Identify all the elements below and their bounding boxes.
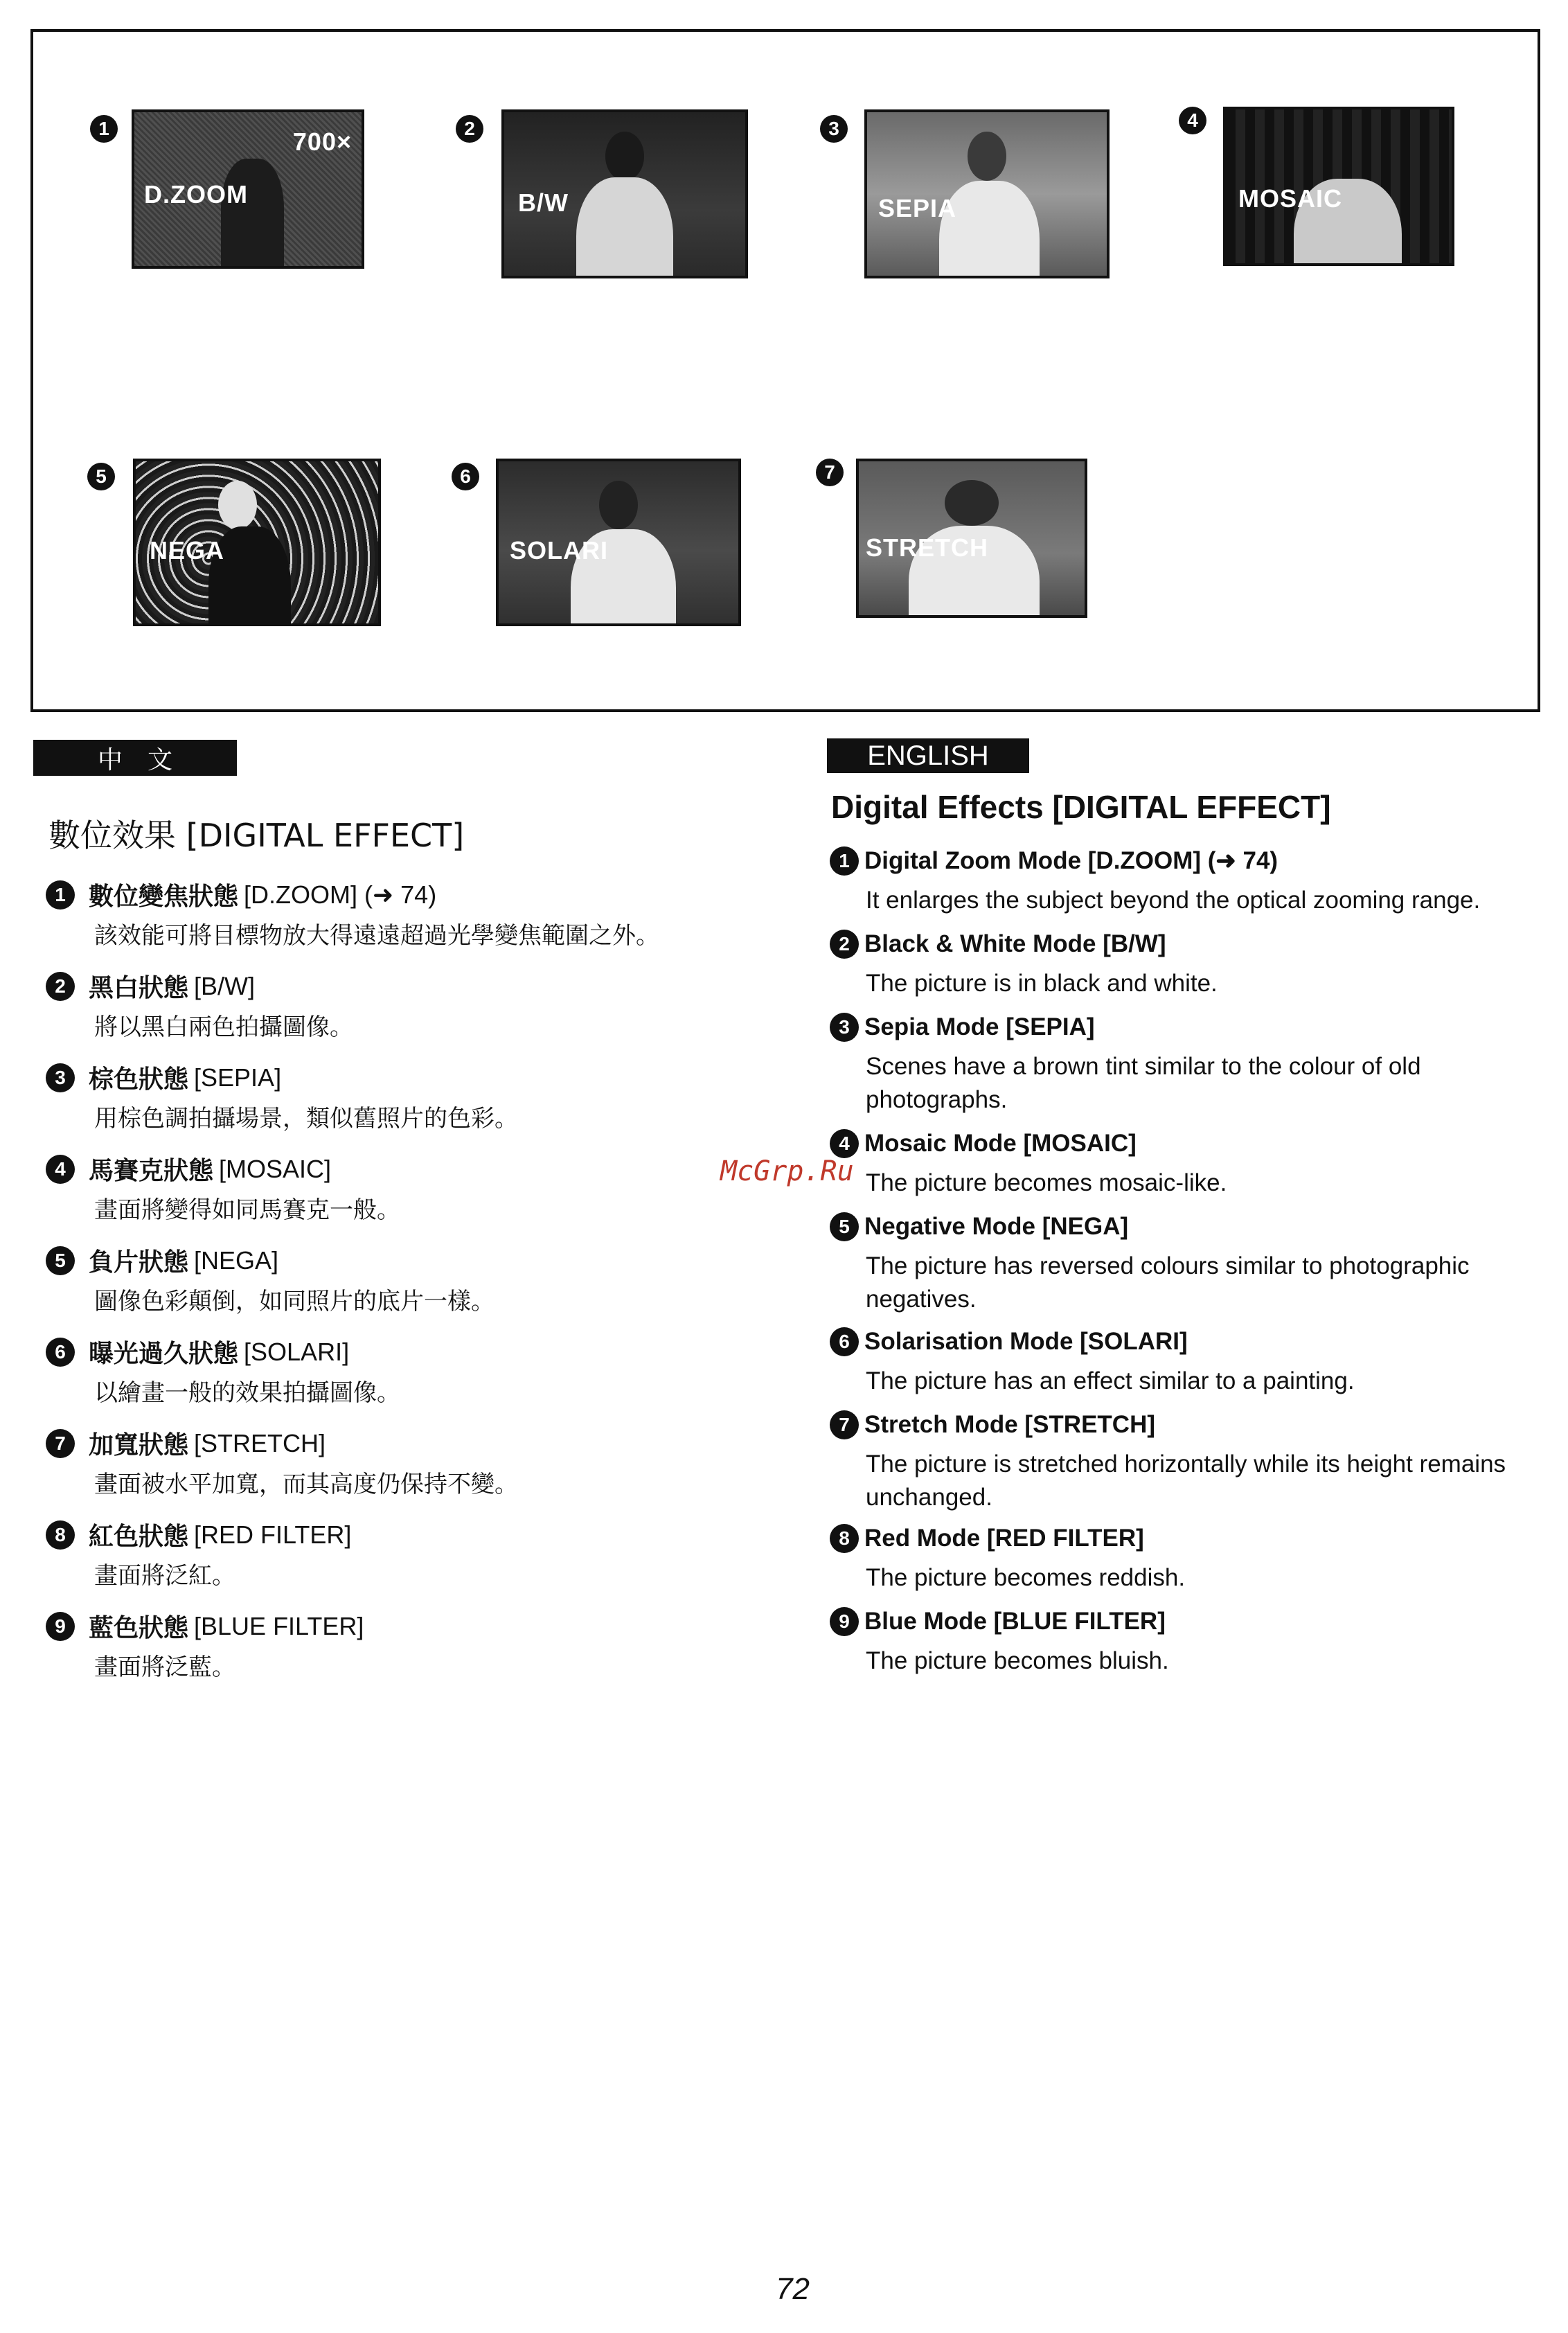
zh-item-mode: [RED FILTER] — [194, 1520, 352, 1549]
number-badge: 5 — [46, 1246, 75, 1275]
chinese-section-title: 數位效果 [DIGITAL EFFECT] — [48, 817, 465, 854]
dzoom-example-image — [132, 109, 364, 269]
thumb-label-dzoom: D.ZOOM — [144, 180, 248, 209]
thumb-number-5: 5 — [87, 463, 115, 490]
thumb-number-4: 4 — [1179, 107, 1206, 134]
en-item-title: Blue Mode [BLUE FILTER] — [864, 1608, 1166, 1635]
en-item-9 — [830, 1607, 1558, 1678]
thumb-number-3: 3 — [820, 115, 848, 143]
zh-item-title: 數位變焦狀態 — [89, 882, 239, 911]
zh-item-title: 加寬狀態 — [89, 1431, 189, 1460]
page-number: 72 — [776, 2272, 810, 2306]
en-item-title: Mosaic Mode [MOSAIC] — [864, 1130, 1137, 1157]
number-badge: 6 — [830, 1327, 859, 1356]
number-badge: 1 — [830, 846, 859, 876]
en-item-title: Solarisation Mode [SOLARI] — [864, 1328, 1188, 1355]
zh-item-desc: 畫面將泛藍。 — [94, 1653, 235, 1681]
number-badge: 7 — [830, 1410, 859, 1439]
number-badge: 9 — [46, 1612, 75, 1641]
zh-item-desc: 畫面將變得如同馬賽克一般。 — [94, 1196, 400, 1224]
number-badge: 9 — [830, 1607, 859, 1636]
zh-item-mode: [D.ZOOM] (➜ 74) — [244, 880, 437, 909]
zh-item-7 — [46, 1426, 518, 1499]
zh-item-mode: [SOLARI] — [244, 1337, 350, 1366]
en-item-desc: The picture is in black and white. — [866, 970, 1218, 997]
en-item-desc: The picture becomes reddish. — [866, 1564, 1186, 1591]
zh-item-title: 棕色狀態 — [89, 1065, 189, 1094]
number-badge: 5 — [830, 1212, 859, 1241]
en-item-desc: The picture has reversed colours similar to photographic negatives. — [866, 1252, 1470, 1313]
en-item-1 — [830, 846, 1558, 917]
thumb-number-6: 6 — [452, 463, 479, 490]
number-badge: 2 — [46, 972, 75, 1001]
en-item-desc: It enlarges the subject beyond the optical zooming range. — [866, 887, 1481, 914]
en-item-desc: Scenes have a brown tint similar to the colour of old photographs. — [866, 1053, 1421, 1113]
zh-item-5 — [46, 1243, 495, 1316]
thumb-label-bw: B/W — [518, 188, 569, 217]
zh-item-desc: 用棕色調拍攝場景，類似舊照片的色彩。 — [94, 1105, 518, 1133]
en-item-title: Black & White Mode [B/W] — [864, 930, 1166, 957]
zh-item-mode: [STRETCH] — [194, 1428, 326, 1457]
number-badge: 8 — [46, 1520, 75, 1550]
zh-item-title: 黑白狀態 — [89, 974, 189, 1002]
thumb-label-mosaic: MOSAIC — [1238, 184, 1342, 213]
zh-item-title: 負片狀態 — [89, 1248, 189, 1277]
zh-item-3 — [46, 1060, 518, 1133]
zh-item-mode: [NEGA] — [194, 1245, 279, 1275]
thumb-number-1: 1 — [90, 115, 118, 143]
zh-item-title: 紅色狀態 — [89, 1523, 189, 1551]
number-badge: 3 — [830, 1013, 859, 1042]
en-item-desc: The picture has an effect similar to a painting. — [866, 1367, 1355, 1394]
en-item-desc: The picture is stretched horizontally while its height remains unchanged. — [866, 1451, 1506, 1511]
mosaic-example-image — [1223, 107, 1454, 266]
en-item-title: Stretch Mode [STRETCH] — [864, 1411, 1155, 1438]
chinese-section-label: 中 文 — [33, 740, 237, 776]
en-item-3 — [830, 1013, 1503, 1117]
thumb-number-7: 7 — [816, 459, 844, 486]
zh-item-2 — [46, 968, 353, 1042]
zh-item-mode: [B/W] — [194, 971, 256, 1000]
zh-item-6 — [46, 1334, 400, 1408]
thumb-number-2: 2 — [456, 115, 483, 143]
en-item-title: Red Mode [RED FILTER] — [864, 1525, 1144, 1552]
thumb-label-solari: SOLARI — [510, 536, 609, 565]
english-section-title: Digital Effects [DIGITAL EFFECT] — [831, 789, 1331, 825]
solari-example-image — [496, 459, 741, 626]
en-item-7 — [830, 1410, 1565, 1514]
en-item-desc: The picture becomes mosaic-like. — [866, 1169, 1227, 1196]
en-item-title: Sepia Mode [SEPIA] — [864, 1013, 1095, 1040]
nega-example-image — [133, 459, 381, 626]
number-badge: 4 — [830, 1129, 859, 1158]
watermark: McGrp.Ru — [720, 1155, 854, 1187]
number-badge: 7 — [46, 1429, 75, 1458]
zh-item-desc: 圖像色彩顛倒，如同照片的底片一樣。 — [94, 1288, 495, 1315]
en-item-8 — [830, 1524, 1558, 1595]
zh-item-desc: 該效能可將目標物放大得遠遠超過光學變焦範圍之外。 — [94, 922, 659, 950]
zh-item-title: 曝光過久狀態 — [89, 1340, 239, 1368]
zh-item-desc: 以繪畫一般的效果拍攝圖像。 — [94, 1379, 400, 1407]
zh-item-mode: [MOSAIC] — [219, 1154, 332, 1183]
en-item-2 — [830, 930, 1558, 1000]
thumb-label-sepia: SEPIA — [878, 194, 957, 222]
en-item-title: Negative Mode [NEGA] — [864, 1213, 1129, 1240]
number-badge: 1 — [46, 880, 75, 910]
zh-item-desc: 畫面被水平加寬，而其高度仍保持不變。 — [94, 1471, 518, 1498]
number-badge: 2 — [830, 930, 859, 959]
thumb-label-stretch: STRETCH — [866, 533, 988, 562]
zh-item-mode: [SEPIA] — [194, 1063, 282, 1092]
bw-example-image — [501, 109, 748, 278]
number-badge: 3 — [46, 1063, 75, 1092]
en-item-4 — [830, 1129, 1558, 1200]
zh-item-8 — [46, 1517, 351, 1590]
en-item-desc: The picture becomes bluish. — [866, 1647, 1169, 1674]
en-item-6 — [830, 1327, 1558, 1398]
sepia-example-image — [864, 109, 1110, 278]
number-badge: 6 — [46, 1338, 75, 1367]
en-item-5 — [830, 1212, 1544, 1316]
zh-item-title: 藍色狀態 — [89, 1614, 189, 1642]
zh-item-title: 馬賽克狀態 — [89, 1157, 214, 1185]
zoom-factor-label: 700× — [292, 127, 352, 156]
number-badge: 8 — [830, 1524, 859, 1553]
zh-item-1 — [46, 877, 659, 950]
number-badge: 4 — [46, 1155, 75, 1184]
zh-item-desc: 將以黑白兩色拍攝圖像。 — [94, 1013, 353, 1041]
examples-frame — [30, 29, 1540, 712]
thumb-label-nega: NEGA — [150, 536, 225, 565]
zh-item-4 — [46, 1151, 400, 1225]
en-item-title: Digital Zoom Mode [D.ZOOM] (➜ 74) — [864, 847, 1279, 874]
stretch-example-image — [856, 459, 1087, 618]
english-section-label: ENGLISH — [827, 738, 1029, 773]
zh-item-mode: [BLUE FILTER] — [194, 1611, 364, 1640]
zh-item-9 — [46, 1608, 364, 1682]
zh-item-desc: 畫面將泛紅。 — [94, 1562, 235, 1590]
